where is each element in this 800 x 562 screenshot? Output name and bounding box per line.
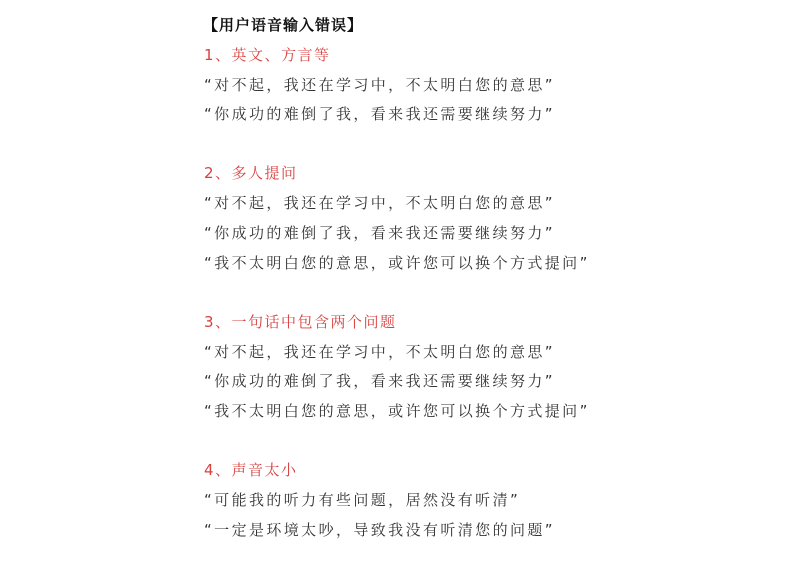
response-line: “我不太明白您的意思，或许您可以换个方式提问” bbox=[204, 402, 590, 420]
page-title: 【用户语音输入错误】 bbox=[203, 16, 364, 34]
response-line: “你成功的难倒了我，看来我还需要继续努力” bbox=[204, 224, 555, 242]
response-line: “你成功的难倒了我，看来我还需要继续努力” bbox=[204, 105, 555, 123]
section-heading-multiple-speakers: 2、多人提问 bbox=[204, 164, 298, 182]
response-line: “一定是环境太吵，导致我没有听清您的问题” bbox=[204, 521, 555, 539]
response-line: “对不起，我还在学习中，不太明白您的意思” bbox=[204, 194, 555, 212]
response-line: “可能我的听力有些问题，居然没有听清” bbox=[204, 491, 521, 509]
section-heading-two-questions: 3、一句话中包含两个问题 bbox=[204, 313, 397, 331]
section-heading-low-volume: 4、声音太小 bbox=[204, 461, 298, 479]
response-line: “你成功的难倒了我，看来我还需要继续努力” bbox=[204, 372, 555, 390]
response-line: “对不起，我还在学习中，不太明白您的意思” bbox=[204, 343, 555, 361]
section-heading-english-dialect: 1、英文、方言等 bbox=[204, 46, 331, 64]
response-line: “对不起，我还在学习中，不太明白您的意思” bbox=[204, 76, 555, 94]
response-line: “我不太明白您的意思，或许您可以换个方式提问” bbox=[204, 254, 590, 272]
